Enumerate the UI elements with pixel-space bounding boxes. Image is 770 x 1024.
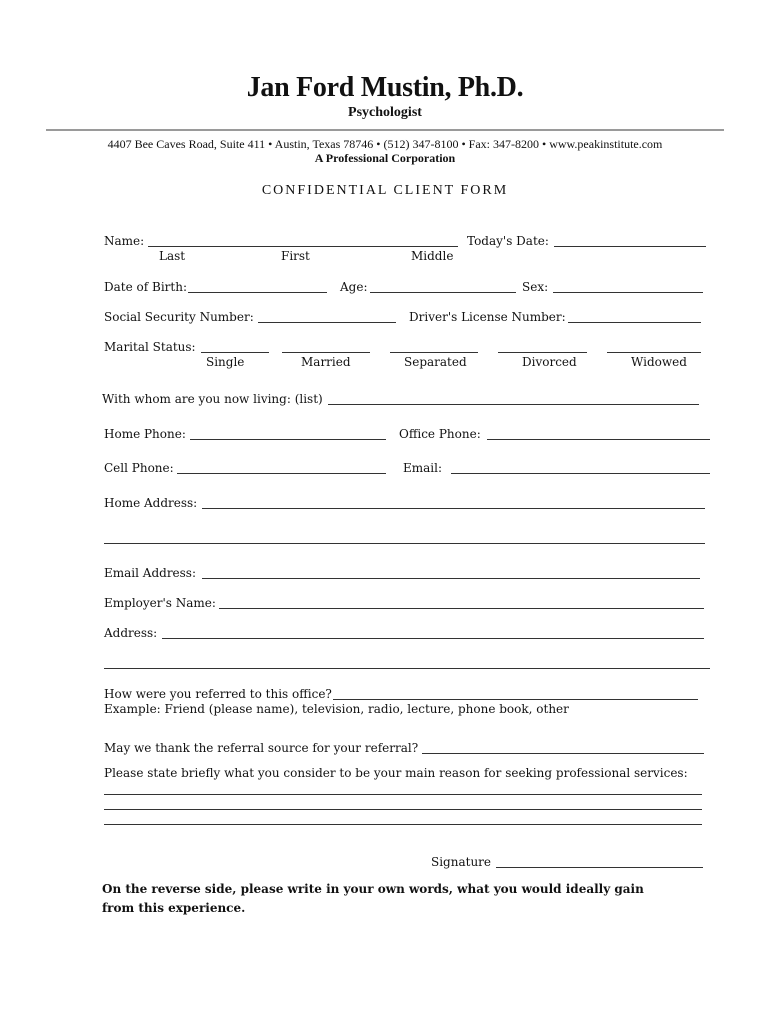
employer-name-label: Employer's Name:	[104, 596, 216, 610]
main-reason-line-1[interactable]	[104, 794, 702, 795]
employer-address-field-line2[interactable]	[104, 668, 710, 669]
name-label: Name:	[104, 234, 145, 248]
email-address-label: Email Address:	[104, 566, 197, 580]
letterhead-title: Psychologist	[348, 105, 422, 120]
thank-referral-field[interactable]	[422, 753, 704, 754]
employer-address-label: Address:	[104, 626, 158, 640]
main-reason-line-2[interactable]	[104, 809, 702, 810]
header-divider	[46, 129, 724, 131]
sex-label: Sex:	[522, 280, 549, 294]
marital-separated-caption: Separated	[404, 355, 467, 369]
marital-single-field[interactable]	[201, 352, 269, 353]
office-phone-label: Office Phone:	[399, 427, 481, 441]
marital-separated-field[interactable]	[390, 352, 478, 353]
footer-note-line1: On the reverse side, please write in your own words, what you would ideally gain	[102, 882, 644, 896]
todays-date-field[interactable]	[554, 246, 706, 247]
marital-widowed-field[interactable]	[607, 352, 701, 353]
home-address-field[interactable]	[202, 508, 705, 509]
main-reason-label: Please state briefly what you consider to be your main reason for seeking professional services:	[104, 766, 688, 780]
name-last-caption: Last	[159, 249, 186, 263]
referral-example: Example: Friend (please name), television, radio, lecture, phone book, other	[104, 702, 569, 716]
name-middle-caption: Middle	[411, 249, 454, 263]
referred-label: How were you referred to this office?	[104, 687, 332, 701]
employer-address-field[interactable]	[162, 638, 704, 639]
referred-field[interactable]	[333, 699, 698, 700]
email-address-field[interactable]	[202, 578, 700, 579]
living-with-label: With whom are you now living: (list)	[102, 392, 323, 406]
marital-status-label: Marital Status:	[104, 340, 196, 354]
home-address-label: Home Address:	[104, 496, 198, 510]
living-with-field[interactable]	[328, 404, 699, 405]
dob-field[interactable]	[188, 292, 327, 293]
ssn-label: Social Security Number:	[104, 310, 254, 324]
cell-phone-label: Cell Phone:	[104, 461, 174, 475]
signature-label: Signature	[431, 855, 492, 869]
letterhead-corporation: A Professional Corporation	[314, 151, 456, 165]
thank-referral-label: May we thank the referral source for your referral?	[104, 741, 419, 755]
form-title: CONFIDENTIAL CLIENT FORM	[261, 183, 509, 198]
employer-name-field[interactable]	[219, 608, 704, 609]
letterhead-name: Jan Ford Mustin, Ph.D.	[246, 72, 524, 103]
marital-married-field[interactable]	[282, 352, 370, 353]
marital-single-caption: Single	[206, 355, 245, 369]
footer-note-line2: from this experience.	[102, 901, 246, 915]
name-field[interactable]	[148, 246, 458, 247]
name-first-caption: First	[281, 249, 310, 263]
home-phone-label: Home Phone:	[104, 427, 186, 441]
home-phone-field[interactable]	[190, 439, 386, 440]
sex-field[interactable]	[553, 292, 703, 293]
drivers-license-field[interactable]	[568, 322, 701, 323]
todays-date-label: Today's Date:	[467, 234, 549, 248]
drivers-license-label: Driver's License Number:	[409, 310, 566, 324]
marital-widowed-caption: Widowed	[631, 355, 687, 369]
marital-married-caption: Married	[301, 355, 351, 369]
main-reason-line-3[interactable]	[104, 824, 702, 825]
ssn-field[interactable]	[258, 322, 396, 323]
home-address-field-line2[interactable]	[104, 543, 705, 544]
age-label: Age:	[340, 280, 368, 294]
email-label: Email:	[403, 461, 443, 475]
marital-divorced-caption: Divorced	[522, 355, 577, 369]
signature-field[interactable]	[496, 867, 703, 868]
dob-label: Date of Birth:	[104, 280, 187, 294]
email-field[interactable]	[451, 473, 710, 474]
letterhead-contact: 4407 Bee Caves Road, Suite 411 • Austin, Texas 78746 • (512) 347-8100 • Fax: 347-8200 • www.peakinstitute.com	[107, 137, 663, 151]
marital-divorced-field[interactable]	[498, 352, 587, 353]
age-field[interactable]	[370, 292, 516, 293]
office-phone-field[interactable]	[487, 439, 710, 440]
cell-phone-field[interactable]	[177, 473, 386, 474]
